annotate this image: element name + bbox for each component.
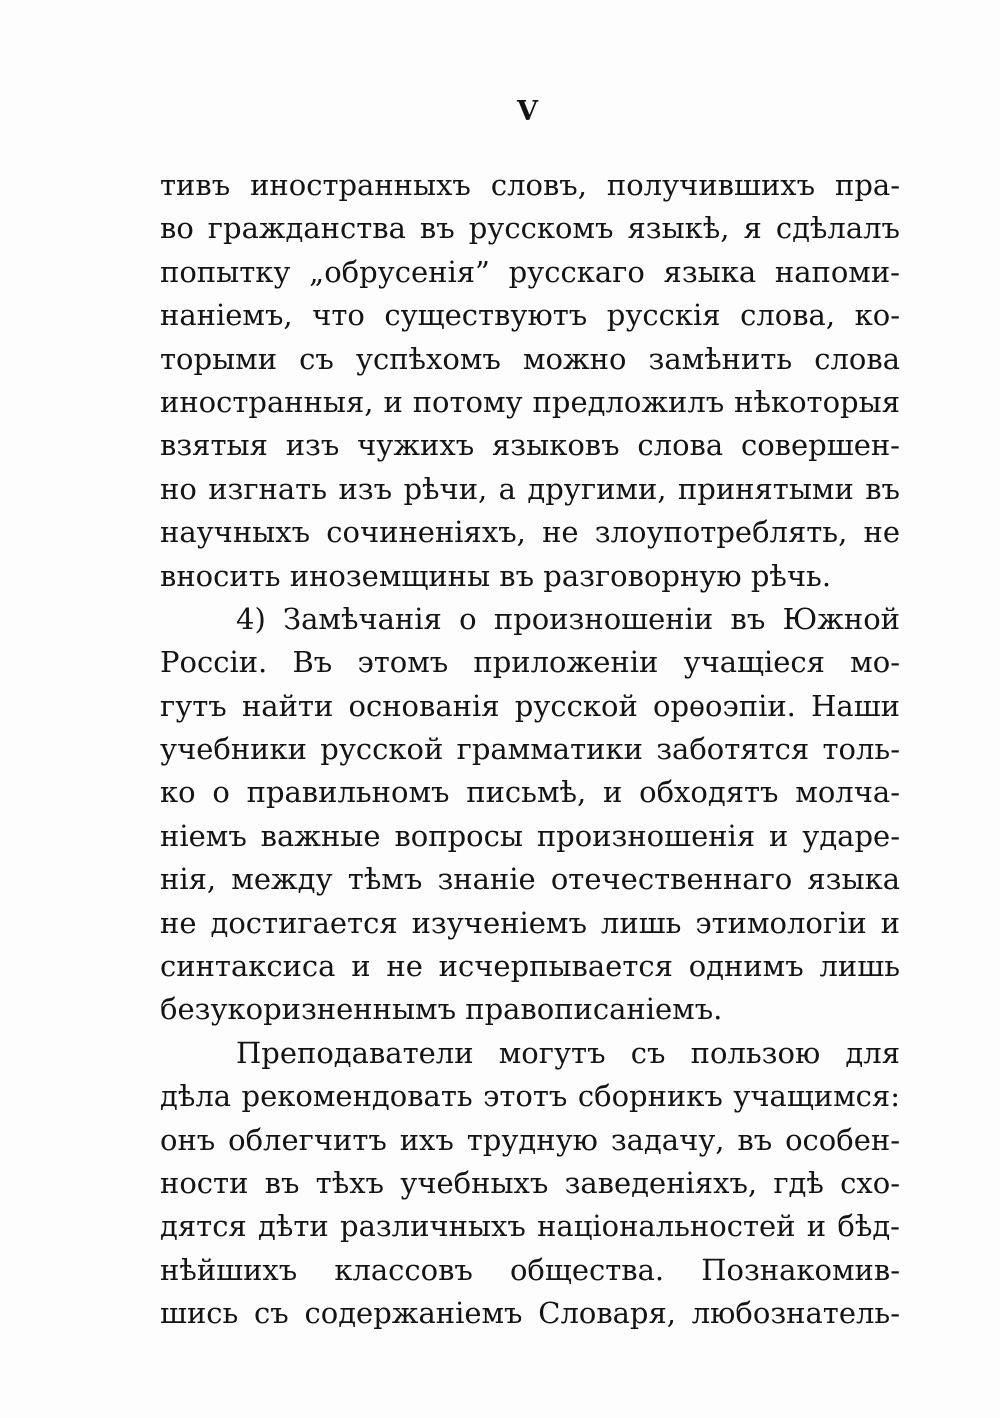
text-line: научныхъ сочиненіяхъ, не злоупотреблять, не [160,515,900,550]
page-number: V [517,96,539,127]
text-line: шись съ содержаніемъ Словаря, любознатель- [160,1296,900,1331]
text-line: торыми съ успѣхомъ можно замѣнить слова [160,341,900,376]
text-line: попытку „обрусенія” русскаго языка напоми- [160,254,900,289]
text-line: наніемъ, что существуютъ русскія слова, ко- [160,298,900,333]
text-line: вносить иноземщины въ разговорную рѣчь. [160,558,832,593]
text-line: гутъ найти основанія русской орѳоэпіи. Наши [160,688,900,723]
text-line: нія, между тѣмъ знаніе отечественнаго языка [160,862,900,897]
text-line: во гражданства въ русскомъ языкѣ, я сдѣлалъ [160,211,900,246]
text-line: ко о правильномъ письмѣ, и обходятъ молча- [160,775,900,810]
text-line: тивъ иностранныхъ словъ, получившихъ пра- [160,168,900,202]
text-line: ніемъ важные вопросы произношенія и ударе- [160,818,900,853]
text-line: синтаксиса и не исчерпывается однимъ лишь [160,949,900,984]
text-line: онъ облегчитъ ихъ трудную задачу, въ особен- [160,1122,900,1157]
body-text [160,164,900,1336]
text-line: 4) Замѣчанія о произношеніи въ Южной [236,601,900,636]
text-line: но изгнать изъ рѣчи, а другими, принятыми въ [160,471,900,506]
text-line: безукоризненнымъ правописаніемъ. [160,992,723,1027]
text-line: Преподаватели могутъ съ пользою для [236,1035,900,1070]
text-line: дятся дѣти различныхъ національностей и бѣд- [160,1209,900,1244]
text-line: иностранныя, и потому предложилъ нѣкоторыя [160,384,900,419]
text-line: не достигается изученіемъ лишь этимологіи и [160,905,900,940]
text-line: ности въ тѣхъ учебныхъ заведеніяхъ, гдѣ схо- [160,1165,900,1200]
text-line: учебники русской грамматики заботятся толь- [160,732,900,767]
text-line: нѣйшихъ классовъ общества. Познакомив- [160,1252,900,1287]
text-line: взятыя изъ чужихъ языковъ слова совершен- [160,428,900,463]
text-line: дѣла рекомендовать этотъ сборникъ учащимся: [160,1079,900,1114]
text-line: Россіи. Въ этомъ приложеніи учащіеся мо- [160,645,900,680]
